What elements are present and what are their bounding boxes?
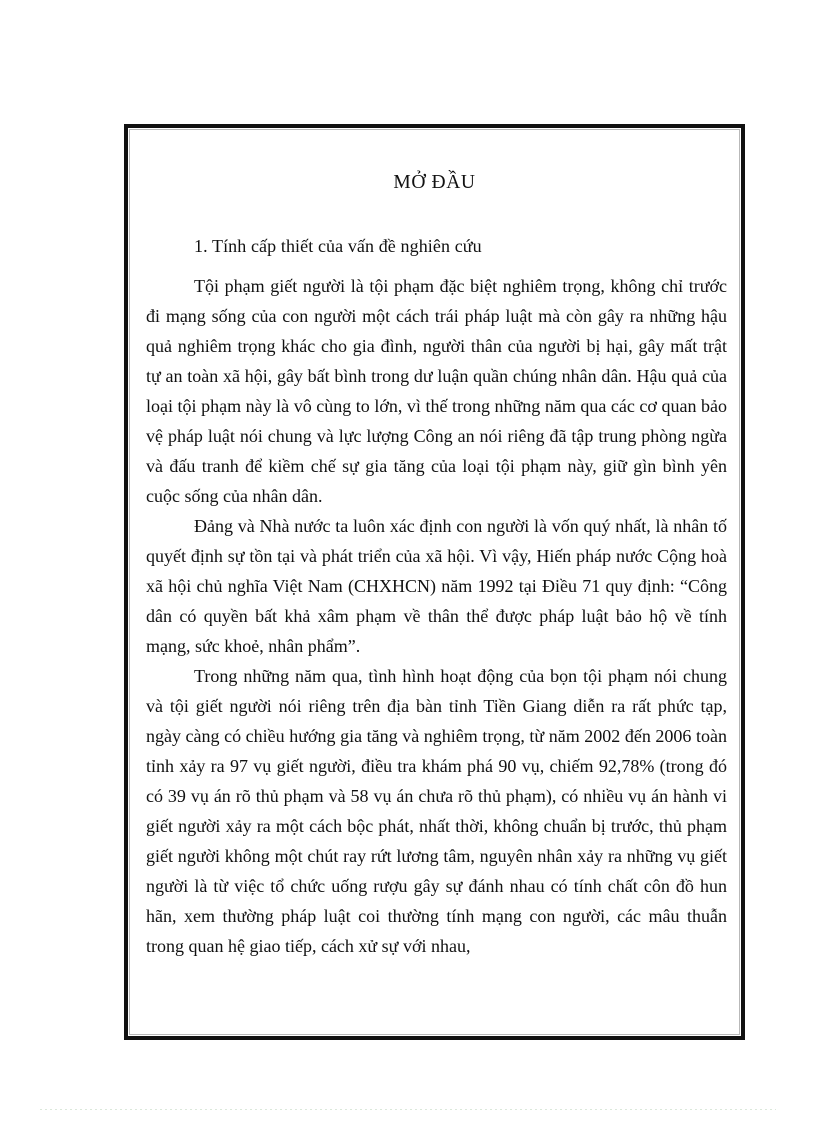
section-heading-1: 1. Tính cấp thiết của vấn đề nghiên cứu: [194, 236, 482, 256]
body-paragraph-3: Trong những năm qua, tình hình hoạt động của bọn tội phạm nói chung và tội giết người nói riêng trên địa bàn tỉnh Tiền Giang diễn ra rất phức tạp, ngày càng có chiều hướng gia tăng và nghiêm trọng, từ năm 2002 đến 2006 toàn tỉnh xảy ra 97 vụ giết người, điều tra khám phá 90 vụ, chiếm 92,78% (trong đó có 39 vụ án rõ thủ phạm và 58 vụ án chưa rõ thủ phạm), có nhiều vụ án hành vi giết người xảy ra một cách bộc phát, nhất thời, không chuẩn bị trước, thủ phạm giết người không một chút ray rứt lương tâm, nguyên nhân xảy ra những vụ giết người là từ việc tổ chức uống rượu gây sự đánh nhau có tính chất côn đồ hun hãn, xem thường pháp luật coi thường tính mạng con người, các mâu thuẫn trong quan hệ giao tiếp, cách xử sự với nhau,: [146, 666, 727, 956]
body-paragraph-1: Tội phạm giết người là tội phạm đặc biệt nghiêm trọng, không chỉ trước đi mạng sống của con người một cách trái pháp luật mà còn gây ra những hậu quả nghiêm trọng khác cho gia đình, người thân của người bị hại, gây mất trật tự an toàn xã hội, gây bất bình trong dư luận quần chúng nhân dân. Hậu quả của loại tội phạm này là vô cùng to lớn, vì thế trong những năm qua các cơ quan bảo vệ pháp luật nói chung và lực lượng Công an nói riêng đã tập trung phòng ngừa và đấu tranh để kiềm chế sự gia tăng của loại tội phạm này, giữ gìn bình yên cuộc sống của nhân dân.: [146, 276, 727, 506]
page-title: MỞ ĐẦU: [393, 172, 476, 193]
body-paragraph-2: Đảng và Nhà nước ta luôn xác định con người là vốn quý nhất, là nhân tố quyết định sự tồn tại và phát triển của xã hội. Vì vậy, Hiến pháp nước Cộng hoà xã hội chủ nghĩa Việt Nam (CHXHCN) năm 1992 tại Điều 71 quy định: “Công dân có quyền bất khả xâm phạm về thân thể được pháp luật bảo hộ về tính mạng, sức khoẻ, nhân phẩm”.: [146, 516, 727, 656]
document-page-border: [124, 124, 745, 1040]
document-text-body: [128, 128, 741, 1036]
scan-artifact-line: [40, 1109, 776, 1110]
